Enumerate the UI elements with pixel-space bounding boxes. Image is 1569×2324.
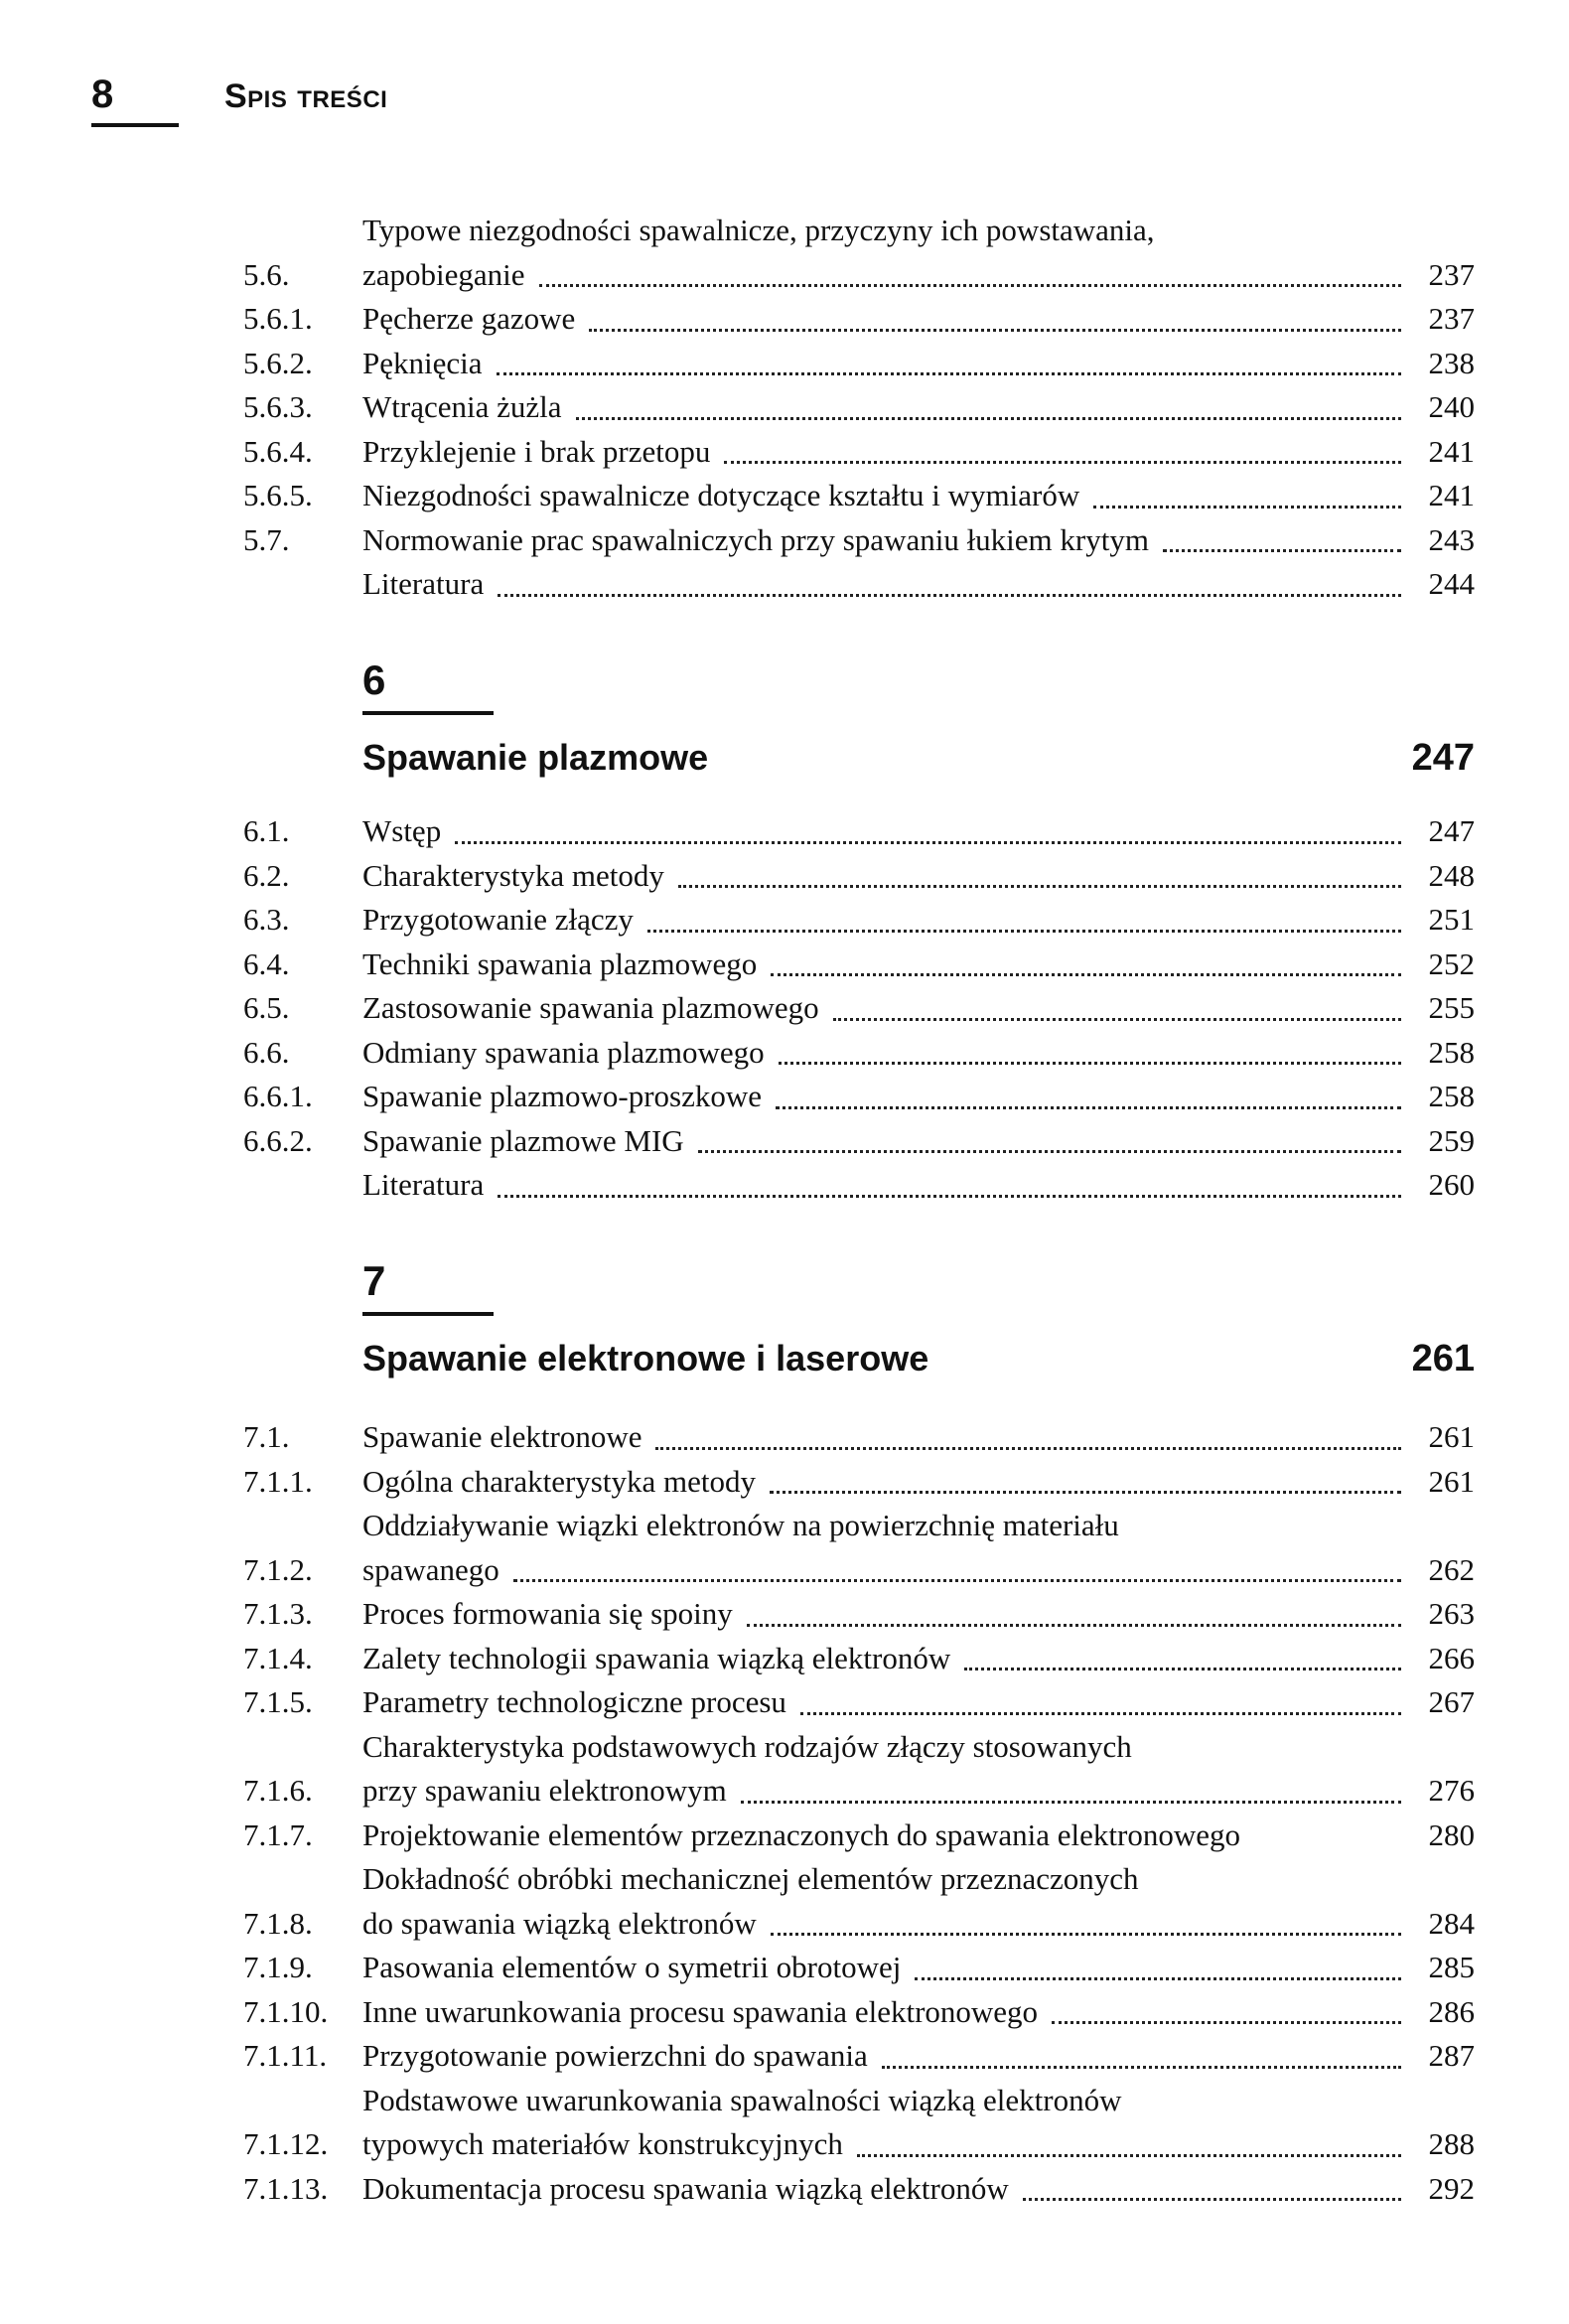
entry-page-number: 261 <box>1428 1419 1475 1454</box>
entry-title: Oddziaływanie wiązki elektronów na powierzchnię materiału <box>362 1508 1119 1542</box>
entry-number: 7.1.2. <box>243 1551 313 1587</box>
entry-title: Pęknięcia <box>362 345 483 380</box>
toc-section-5 <box>243 209 1475 607</box>
dot-leader <box>857 2154 1401 2157</box>
entry-page-number: 255 <box>1428 990 1475 1025</box>
entry-number: 6.1. <box>243 813 290 848</box>
toc-entry[interactable] <box>243 986 1475 1031</box>
toc-entry[interactable] <box>243 1637 1475 1681</box>
entry-number: 6.6.2. <box>243 1122 313 1158</box>
entry-title: przy spawaniu elektronowym <box>362 1773 727 1808</box>
dot-leader <box>1023 2198 1401 2201</box>
entry-title: Zastosowanie spawania plazmowego <box>362 990 819 1025</box>
entry-page-number: 258 <box>1428 1079 1475 1113</box>
entry-page-number: 286 <box>1428 1993 1475 2029</box>
entry-title: Pasowania elementów o symetrii obrotowej <box>362 1950 902 1984</box>
entry-title: Charakterystyka podstawowych rodzajów złączy stosowanych <box>362 1728 1132 1764</box>
dot-leader <box>576 417 1402 420</box>
entry-page-number: 252 <box>1428 945 1475 981</box>
entry-number: 5.6.1. <box>243 301 313 336</box>
entry-title: Przygotowanie złączy <box>362 902 634 937</box>
entry-title: Proces formowania się spoiny <box>362 1596 733 1631</box>
entry-number: 5.6. <box>243 256 290 292</box>
dot-leader <box>678 885 1401 888</box>
entry-number: 6.6. <box>243 1034 290 1070</box>
entry-title: Spawanie plazmowe MIG <box>362 1122 684 1158</box>
entry-page-number: 285 <box>1428 1950 1475 1984</box>
dot-leader <box>1093 506 1401 508</box>
dot-leader <box>770 1491 1401 1494</box>
entry-page-number: 267 <box>1428 1684 1475 1719</box>
toc-entry[interactable] <box>243 898 1475 943</box>
entry-number: 7.1.11. <box>243 2038 328 2073</box>
toc-entry[interactable] <box>243 1415 1475 1460</box>
dot-leader <box>964 1668 1401 1670</box>
entry-page-number: 276 <box>1428 1773 1475 1808</box>
toc-entry[interactable] <box>243 209 1475 297</box>
entry-page-number: 244 <box>1428 566 1475 601</box>
entry-page-number: 260 <box>1428 1167 1475 1202</box>
entry-number: 7.1.9. <box>243 1950 313 1984</box>
dot-leader <box>698 1150 1401 1153</box>
entry-page-number: 241 <box>1428 478 1475 512</box>
toc-entry[interactable] <box>243 809 1475 854</box>
entry-page-number: 287 <box>1428 2038 1475 2073</box>
entry-page-number: 262 <box>1428 1551 1475 1587</box>
toc-section-6 <box>243 809 1475 1208</box>
entry-title: Podstawowe uwarunkowania spawalności wiązką elektronów <box>362 2082 1122 2117</box>
toc-entry[interactable] <box>243 1592 1475 1637</box>
toc-entry[interactable] <box>243 474 1475 518</box>
dot-leader <box>776 1106 1401 1109</box>
dot-leader <box>741 1801 1401 1804</box>
entry-number: 6.4. <box>243 945 290 981</box>
toc-entry[interactable] <box>243 2079 1475 2167</box>
entry-number: 5.6.2. <box>243 345 313 380</box>
entry-title: spawanego <box>362 1551 499 1587</box>
entry-page-number: 263 <box>1428 1596 1475 1631</box>
toc-entry[interactable] <box>243 1725 1475 1814</box>
entry-number: 7.1.1. <box>243 1463 313 1499</box>
entry-number: 6.6.1. <box>243 1079 313 1113</box>
toc-entry[interactable] <box>243 1680 1475 1725</box>
chapter-page: 261 <box>1411 1338 1475 1380</box>
toc-entry[interactable] <box>243 1163 1475 1208</box>
entry-title: Techniki spawania plazmowego <box>362 945 758 981</box>
dot-leader <box>915 1977 1401 1980</box>
dot-leader <box>724 461 1401 464</box>
entry-number: 7.1. <box>243 1419 290 1454</box>
toc-entry[interactable] <box>243 1460 1475 1505</box>
running-head-title: Spis treści <box>224 77 388 115</box>
dot-leader <box>539 284 1401 287</box>
entry-title: Parametry technologiczne procesu <box>362 1684 786 1719</box>
toc-entry[interactable] <box>243 518 1475 563</box>
toc-entry[interactable] <box>243 1814 1475 1858</box>
entry-title: Ogólna charakterystyka metody <box>362 1463 756 1499</box>
dot-leader <box>498 1195 1401 1198</box>
chapter-title: Spawanie elektronowe i laserowe <box>362 1338 929 1379</box>
entry-page-number: 247 <box>1428 813 1475 848</box>
toc-entry[interactable] <box>243 943 1475 987</box>
entry-number: 7.1.7. <box>243 1816 313 1852</box>
dot-leader <box>497 372 1401 375</box>
entry-title: Dokumentacja procesu spawania wiązką elektronów <box>362 2170 1009 2206</box>
entry-title: do spawania wiązką elektronów <box>362 1905 757 1941</box>
entry-title: Zalety technologii spawania wiązką elektronów <box>362 1640 951 1675</box>
entry-title: Spawanie plazmowo-proszkowe <box>362 1079 763 1113</box>
entry-page-number: 248 <box>1428 857 1475 893</box>
entry-page-number: 241 <box>1428 433 1475 469</box>
dot-leader <box>833 1018 1401 1021</box>
entry-title: Pęcherze gazowe <box>362 301 576 336</box>
entry-page-number: 237 <box>1428 256 1475 292</box>
entry-page-number: 284 <box>1428 1905 1475 1941</box>
dot-leader <box>779 1062 1401 1065</box>
chapter-6-heading <box>362 655 1475 780</box>
chapter-7-heading <box>362 1256 1475 1380</box>
entry-title: Inne uwarunkowania procesu spawania elektronowego <box>362 1993 1039 2029</box>
entry-number: 7.1.5. <box>243 1684 313 1719</box>
entry-title: typowych materiałów konstrukcyjnych <box>362 2126 843 2161</box>
entry-number: 7.1.10. <box>243 1993 329 2029</box>
toc-entry[interactable] <box>243 385 1475 430</box>
dot-leader <box>1052 2021 1401 2024</box>
entry-page-number: 288 <box>1428 2126 1475 2161</box>
toc-entry[interactable] <box>243 854 1475 899</box>
toc-entry[interactable] <box>243 1504 1475 1592</box>
toc-entry[interactable] <box>243 1031 1475 1076</box>
entry-number: 6.5. <box>243 990 290 1025</box>
toc-section-7 <box>243 1415 1475 2211</box>
entry-page-number: 238 <box>1428 345 1475 380</box>
dot-leader <box>800 1712 1401 1715</box>
dot-leader <box>647 930 1401 933</box>
entry-title: Odmiany spawania plazmowego <box>362 1034 765 1070</box>
toc-entry[interactable] <box>243 342 1475 386</box>
entry-number: 7.1.12. <box>243 2126 329 2161</box>
entry-number: 6.3. <box>243 902 290 937</box>
entry-title: Normowanie prac spawalniczych przy spawaniu łukiem krytym <box>362 521 1149 557</box>
entry-number: 5.6.5. <box>243 478 313 512</box>
entry-title: zapobieganie <box>362 256 525 292</box>
entry-title: Niezgodności spawalnicze dotyczące kształtu i wymiarów <box>362 478 1080 512</box>
toc-entry[interactable] <box>243 1857 1475 1946</box>
entry-title: Literatura <box>362 1167 485 1202</box>
toc-entry[interactable] <box>243 562 1475 607</box>
entry-page-number: 259 <box>1428 1122 1475 1158</box>
entry-page-number: 258 <box>1428 1034 1475 1070</box>
toc-entry[interactable] <box>243 2167 1475 2212</box>
entry-number: 7.1.8. <box>243 1905 313 1941</box>
dot-leader <box>771 1933 1401 1936</box>
entry-page-number: 243 <box>1428 521 1475 557</box>
toc-entry[interactable] <box>243 297 1475 342</box>
entry-number: 7.1.4. <box>243 1640 313 1675</box>
dot-leader <box>498 594 1401 597</box>
entry-number: 5.6.4. <box>243 433 313 469</box>
toc-entry[interactable] <box>243 1119 1475 1164</box>
toc-entry[interactable] <box>243 1075 1475 1119</box>
toc-entry[interactable] <box>243 1946 1475 1990</box>
dot-leader <box>655 1447 1401 1450</box>
chapter-number: 6 <box>362 655 494 715</box>
dot-leader <box>882 2066 1401 2069</box>
entry-page-number: 261 <box>1428 1463 1475 1499</box>
toc-entry[interactable] <box>243 430 1475 475</box>
entry-number: 5.6.3. <box>243 389 313 424</box>
entry-number: 6.2. <box>243 857 290 893</box>
entry-title: Typowe niezgodności spawalnicze, przyczyny ich powstawania, <box>362 213 1155 247</box>
entry-title: Projektowanie elementów przeznaczonych do spawania elektronowego <box>362 1816 1241 1852</box>
entry-page-number: 240 <box>1428 389 1475 424</box>
entry-page-number: 292 <box>1428 2170 1475 2206</box>
dot-leader <box>589 329 1401 332</box>
dot-leader <box>747 1624 1401 1627</box>
entry-title: Przyklejenie i brak przetopu <box>362 433 711 469</box>
entry-title: Wstęp <box>362 813 442 848</box>
entry-title: Przygotowanie powierzchni do spawania <box>362 2038 868 2073</box>
entry-title: Literatura <box>362 566 485 601</box>
toc-entry[interactable] <box>243 1990 1475 2035</box>
dot-leader <box>1163 549 1401 552</box>
entry-page-number: 266 <box>1428 1640 1475 1675</box>
entry-number: 7.1.6. <box>243 1773 313 1808</box>
entry-number: 7.1.13. <box>243 2170 329 2206</box>
toc-entry[interactable] <box>243 2034 1475 2079</box>
entry-number: 7.1.3. <box>243 1596 313 1631</box>
entry-title: Dokładność obróbki mechanicznej elementów przeznaczonych <box>362 1861 1139 1896</box>
entry-title: Charakterystyka metody <box>362 857 664 893</box>
entry-title: Spawanie elektronowe <box>362 1419 642 1454</box>
page-number: 8 <box>91 72 179 127</box>
dot-leader <box>513 1579 1401 1582</box>
running-head <box>91 72 387 127</box>
entry-page-number: 280 <box>1428 1816 1475 1852</box>
chapter-title: Spawanie plazmowe <box>362 737 709 778</box>
dot-leader <box>455 841 1401 844</box>
dot-leader <box>771 973 1401 976</box>
entry-page-number: 237 <box>1428 301 1475 336</box>
chapter-page: 247 <box>1411 737 1475 779</box>
entry-number: 5.7. <box>243 521 290 557</box>
entry-title: Wtrącenia żużla <box>362 389 562 424</box>
entry-page-number: 251 <box>1428 902 1475 937</box>
chapter-number: 7 <box>362 1256 494 1316</box>
